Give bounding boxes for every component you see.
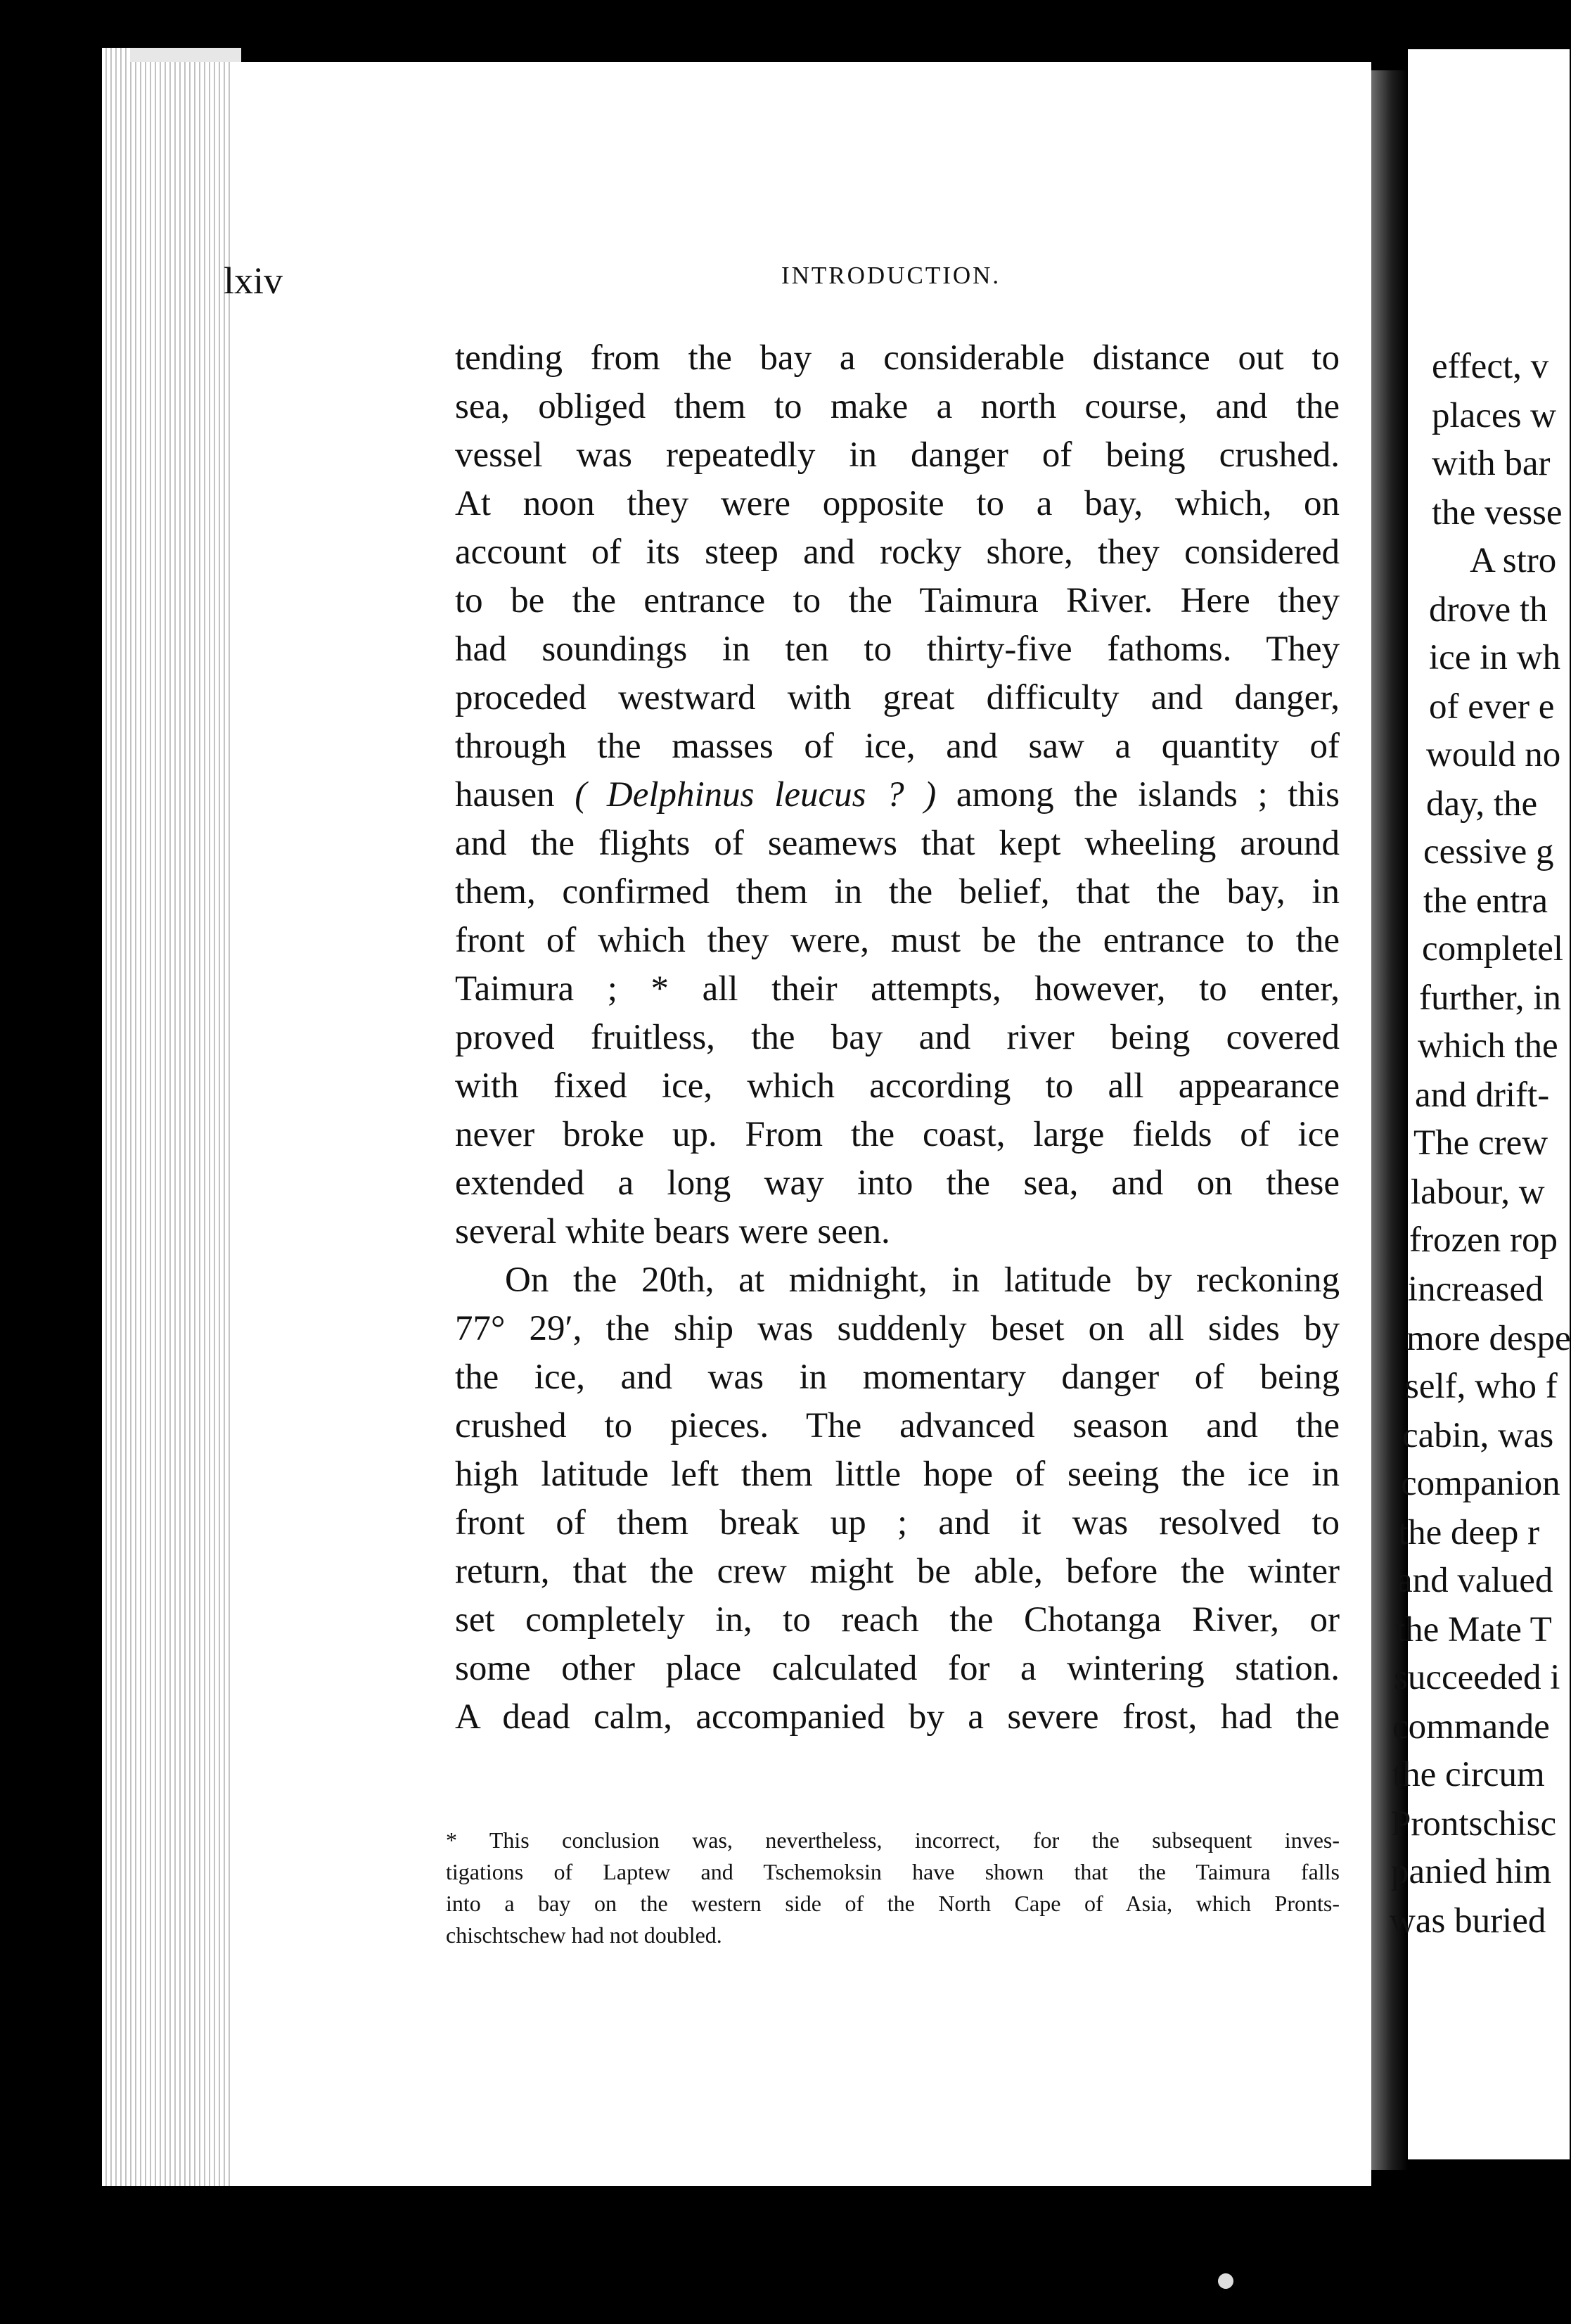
body-line: high latitude left them little hope of seeing the ice in	[455, 1455, 1340, 1494]
page-number: lxiv	[224, 260, 283, 302]
facing-line: and drift-	[1415, 1075, 1550, 1115]
facing-line: labour, w	[1411, 1173, 1545, 1212]
body-line: On the 20th, at midnight, in latitude by reckoning	[505, 1260, 1340, 1300]
body-line: A dead calm, accompanied by a severe frost, had the	[455, 1697, 1340, 1737]
facing-line: completel	[1422, 929, 1564, 969]
footnote-line: into a bay on the western side of the North Cape of Asia, which Pronts-	[446, 1891, 1340, 1916]
body-line: sea, obliged them to make a north course, and the	[455, 387, 1340, 426]
body-line: proved fruitless, the bay and river being covered	[455, 1018, 1340, 1057]
body-line: tending from the bay a considerable distance out to	[455, 338, 1340, 378]
facing-page	[1390, 49, 1571, 2159]
facing-line: effect, v	[1432, 347, 1549, 386]
body-line: crushed to pieces. The advanced season and the	[455, 1406, 1340, 1445]
footnote-line: chischtschew had not doubled.	[446, 1922, 722, 1948]
facing-line: cessive g	[1423, 832, 1554, 872]
facing-line: frozen rop	[1409, 1220, 1558, 1260]
facing-line: places w	[1432, 396, 1557, 435]
running-head: INTRODUCTION.	[781, 262, 1001, 289]
facing-line: which the	[1418, 1026, 1558, 1066]
facing-line: further, in	[1419, 978, 1561, 1018]
body-line: Taimura ; * all their attempts, however, to enter,	[455, 969, 1340, 1009]
facing-line: and valued	[1397, 1561, 1553, 1600]
facing-line: the deep r	[1398, 1513, 1540, 1552]
facing-line: with bar	[1432, 444, 1551, 483]
body-line: account of its steep and rocky shore, they considered	[455, 532, 1340, 572]
footnote-line: * This conclusion was, nevertheless, incorrect, for the subsequent inves-	[446, 1827, 1340, 1853]
body-line: extended a long way into the sea, and on these	[455, 1163, 1340, 1203]
facing-line: commande	[1392, 1707, 1550, 1747]
body-text: hausen	[455, 775, 575, 815]
facing-line: increased	[1408, 1270, 1544, 1309]
facing-line: ice in wh	[1429, 638, 1560, 677]
facing-line: Prontschisc	[1391, 1804, 1557, 1844]
body-line: front of which they were, must be the entrance to the	[455, 921, 1340, 960]
body-line: and the flights of seamews that kept wheeling around	[455, 824, 1340, 863]
footnote-line: tigations of Laptew and Tschemoksin have shown that the Taimura falls	[446, 1859, 1340, 1884]
body-line: them, confirmed them in the belief, that the bay, in	[455, 872, 1340, 912]
species-name-italic: ( Delphinus leucus ? )	[575, 775, 937, 815]
facing-line: succeeded i	[1394, 1658, 1560, 1697]
body-line: several white bears were seen.	[455, 1212, 890, 1251]
facing-line: drove th	[1429, 590, 1548, 630]
page-edges-top	[130, 48, 241, 62]
facing-line: cabin, was	[1402, 1416, 1554, 1455]
body-line: vessel was repeatedly in danger of being crushed.	[455, 435, 1340, 475]
facing-line: A stro	[1470, 541, 1557, 580]
body-line: proceded westward with great difficulty and danger,	[455, 678, 1340, 717]
body-line: had soundings in ten to thirty-five fathoms. They	[455, 630, 1340, 669]
facing-line: panied him	[1391, 1852, 1552, 1891]
facing-line: the entra	[1423, 881, 1548, 921]
body-line: through the masses of ice, and saw a quantity of	[455, 727, 1340, 766]
body-line: front of them break up ; and it was resolved to	[455, 1503, 1340, 1543]
facing-line: day, the	[1426, 784, 1538, 824]
facing-line: more despe	[1406, 1319, 1571, 1358]
facing-line: companion	[1401, 1464, 1560, 1503]
facing-line: The crew	[1413, 1123, 1548, 1163]
scan-speck	[1215, 2271, 1237, 2292]
body-line: the ice, and was in momentary danger of being	[455, 1358, 1340, 1397]
facing-line: was buried	[1390, 1901, 1546, 1941]
body-line: 77° 29′, the ship was suddenly beset on all sides by	[455, 1309, 1340, 1348]
body-line	[455, 777, 1340, 813]
facing-line: would no	[1426, 735, 1561, 774]
facing-line: self, who f	[1405, 1367, 1558, 1406]
body-line: to be the entrance to the Taimura River. Here they	[455, 581, 1340, 620]
body-line: never broke up. From the coast, large fields of ice	[455, 1115, 1340, 1154]
facing-line: the vesse	[1432, 493, 1563, 532]
body-line: set completely in, to reach the Chotanga River, or	[455, 1600, 1340, 1640]
body-line: with fixed ice, which according to all appearance	[455, 1066, 1340, 1106]
facing-line: the circum	[1392, 1755, 1545, 1794]
facing-line: the Mate T	[1395, 1610, 1552, 1649]
body-line: return, that the crew might be able, before the winter	[455, 1552, 1340, 1591]
body-line: At noon they were opposite to a bay, which, on	[455, 484, 1340, 523]
page-edges	[102, 48, 241, 2186]
facing-line: of ever e	[1429, 687, 1555, 727]
body-line: some other place calculated for a wintering station.	[455, 1649, 1340, 1688]
body-text: among the islands ; this	[936, 775, 1340, 815]
